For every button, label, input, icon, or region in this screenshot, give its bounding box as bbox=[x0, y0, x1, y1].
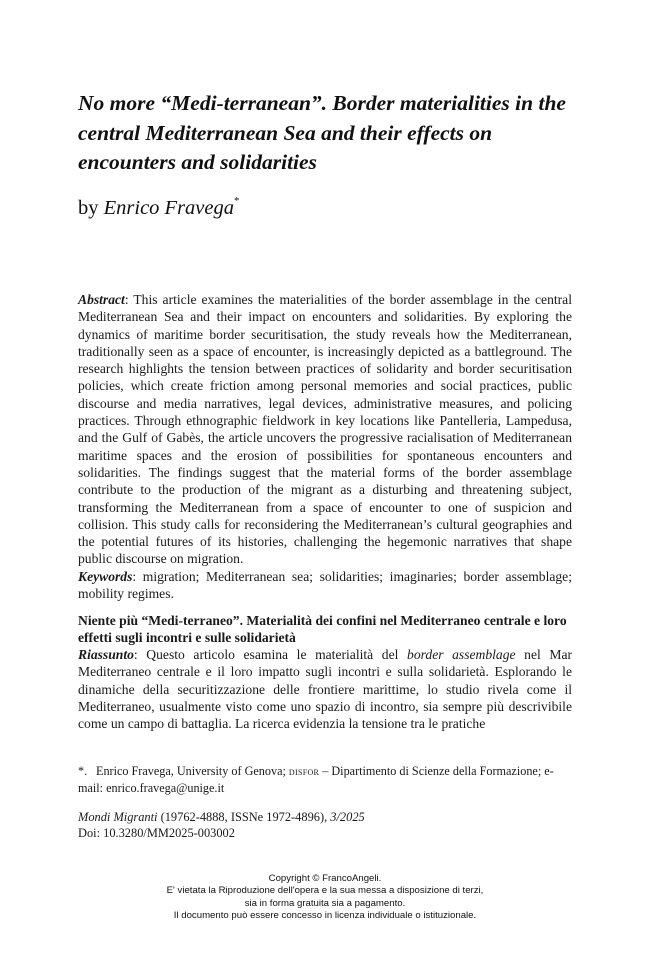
author-footnote bbox=[78, 763, 572, 796]
author-name: Enrico Fravega bbox=[103, 196, 234, 219]
journal-doi: Doi: 10.3280/MM2025-003002 bbox=[78, 826, 235, 840]
byline-prefix: by bbox=[78, 196, 99, 219]
journal-info bbox=[78, 809, 365, 841]
copyright-line: sia in forma gratuita sia a pagamento. bbox=[244, 897, 406, 909]
abstract-text: : This article examines the materialities of the border assemblage in the central Mediterranean Sea and their impact on encounters and solidarities. By exploring the dynamics of maritime border securitisation, the study reveals how the Mediterranean, traditionally seen as a space of encounter, is increasingly depicted as a battleground. The research highlights the tension between practices of solidarity and border securitisation policies, which create friction among personal memories and social practices, public discourse and media narratives, legal devices, administrative measures, and policing practices. Through ethnographic fieldwork in key locations like Pantelleria, Lampedusa, and the Gulf of Gabès, the article uncovers the progressive racialisation of Mediterranean maritime spaces and the erosion of possibilities for spontaneous encounters and solidarities. The findings suggest that the material forms of the border assemblage contribute to the production of the migrant as a disturbing and threatening subject, transforming the Mediterranean from a space of encounter to one of suspicion and collision. This study calls for reconsidering the Mediterranean’s cultural geographies and the potential futures of its histories, challenging the hegemonic narratives that shape public discourse on migration. bbox=[78, 292, 572, 567]
riassunto-italic-term: border assemblage bbox=[407, 647, 516, 662]
journal-issue: 3/2025 bbox=[330, 810, 365, 824]
italian-title: Niente più “Medi-terraneo”. Materialità dei confini nel Mediterraneo centrale e loro effetti sugli incontri e sulle solidarietà bbox=[78, 613, 567, 646]
keywords-text: : migration; Mediterranean sea; solidarities; imaginaries; border assemblage; mobility regimes. bbox=[78, 568, 572, 602]
riassunto-text-before: : Questo articolo esamina le materialità del bbox=[133, 647, 408, 662]
abstract-paragraph bbox=[78, 291, 572, 568]
journal-issn: (19762-4888, ISSNe 1972-4896), bbox=[157, 810, 331, 824]
copyright-line: E' vietata la Riproduzione dell'opera e la sua messa a disposizione di terzi, bbox=[166, 885, 484, 897]
copyright-line: Copyright © FrancoAngeli. bbox=[268, 873, 382, 884]
riassunto-label: Riassunto bbox=[78, 647, 134, 662]
footnote-text-before: Enrico Fravega, University of Genova; bbox=[96, 764, 289, 778]
footnote-marker: *. bbox=[78, 764, 88, 778]
copyright-line: Il documento può essere concesso in licenza individuale o istituzionale. bbox=[173, 909, 477, 921]
footnote-text-after: – Dipartimento di Scienze della Formazione; e-mail: enrico.fravega@unige.it bbox=[78, 764, 554, 795]
abstract-section bbox=[78, 291, 572, 602]
riassunto-section bbox=[78, 646, 572, 732]
copyright-notice bbox=[0, 873, 650, 922]
journal-citation bbox=[78, 809, 365, 825]
footnote-dept-abbrev: disfor bbox=[288, 766, 320, 778]
author-footnote-marker: * bbox=[234, 195, 240, 207]
byline bbox=[78, 190, 240, 221]
keywords-label: Keywords bbox=[78, 568, 133, 584]
abstract-label: Abstract bbox=[78, 292, 125, 307]
riassunto-text-after: nel Mar Mediterraneo centrale e il loro impatto sugli incontri e sulla solidarietà. Esplorando le dinamiche della securitizzazione delle frontiere marittime, lo studio rivela come il Mediterraneo, usualmente visto come uno spazio di incontro, sia sempre più descrivibile come un campo di battaglia. La ricerca evidenzia la tensione tra le pratiche bbox=[78, 647, 573, 732]
keywords-paragraph bbox=[78, 568, 572, 603]
article-title: No more “Medi-terranean”. Border materialities in the central Mediterranean Sea and their effects on encounters and solidarities bbox=[78, 91, 566, 174]
riassunto-paragraph bbox=[78, 646, 572, 732]
journal-name: Mondi Migranti bbox=[78, 810, 158, 824]
